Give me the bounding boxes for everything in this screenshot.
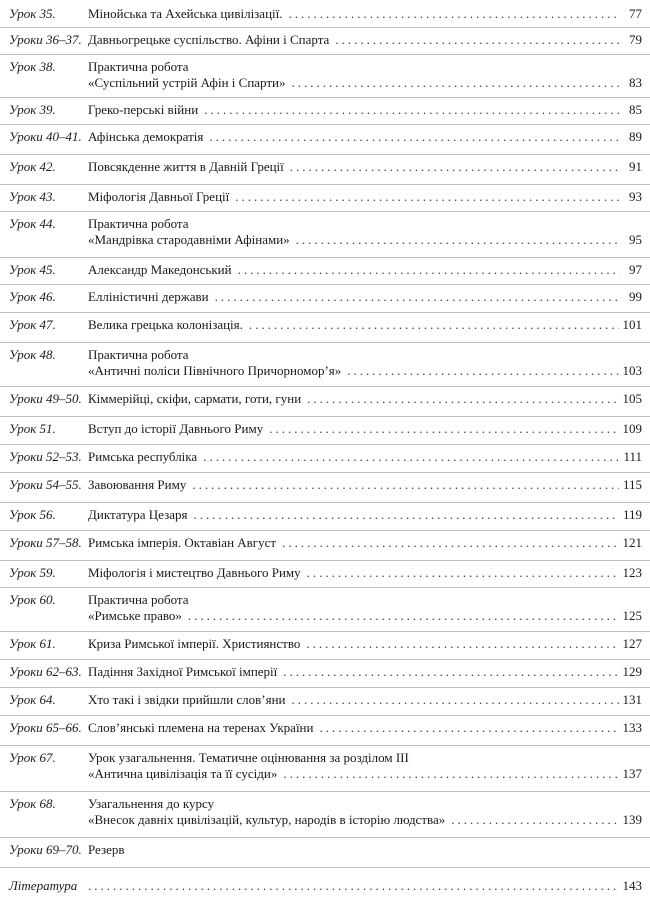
toc-entry[interactable] xyxy=(0,387,650,417)
lesson-number: Уроки 49–50. xyxy=(9,391,82,406)
lesson-title: Практична робота xyxy=(88,216,189,231)
toc-entry[interactable] xyxy=(0,2,650,28)
page-number: 101 xyxy=(622,317,642,332)
page-number: 77 xyxy=(629,6,642,21)
dot-leader xyxy=(269,421,618,437)
toc-entry[interactable] xyxy=(0,313,650,343)
page-number: 139 xyxy=(622,812,642,827)
toc-entry[interactable] xyxy=(0,417,650,445)
page-number: 119 xyxy=(622,507,642,522)
dot-leader xyxy=(238,262,620,278)
dot-leader xyxy=(249,317,619,333)
lesson-number: Уроки 40–41. xyxy=(9,129,82,144)
toc-entry[interactable] xyxy=(0,503,650,531)
dot-leader xyxy=(192,477,619,493)
page-number: 137 xyxy=(622,766,642,781)
lesson-title: Урок узагальнення. Тематичне оцінювання за розділом ІІІ xyxy=(88,750,409,765)
page-number: 109 xyxy=(622,421,642,436)
lesson-title: Слов’янські племена на теренах України xyxy=(88,720,314,735)
lesson-number: Урок 39. xyxy=(9,102,56,117)
toc-entry[interactable] xyxy=(0,838,650,868)
dot-leader xyxy=(235,189,620,205)
page-number: 97 xyxy=(629,262,642,277)
toc-entry[interactable] xyxy=(0,185,650,212)
dot-leader xyxy=(306,636,618,652)
lesson-title: Міфологія Давньої Греції xyxy=(88,189,230,204)
lesson-title: Давньогрецьке суспільство. Афіни і Спарта xyxy=(88,32,330,47)
page-number: 115 xyxy=(622,477,642,492)
dot-leader xyxy=(88,878,619,894)
page-number: 125 xyxy=(622,608,642,623)
toc-entry[interactable] xyxy=(0,258,650,285)
lesson-title: Падіння Західної Римської імперії xyxy=(88,664,278,679)
dot-leader xyxy=(215,289,620,305)
page-number: 83 xyxy=(629,75,642,90)
toc-entry[interactable] xyxy=(0,285,650,313)
dot-leader xyxy=(203,449,619,465)
lesson-number: Урок 61. xyxy=(9,636,56,651)
dot-leader xyxy=(296,232,620,248)
lesson-title: «Внесок давніх цивілізацій, культур, народів в історію людства» xyxy=(88,812,446,827)
lesson-number: Урок 56. xyxy=(9,507,56,522)
lesson-number: Урок 60. xyxy=(9,592,56,607)
lesson-title: Греко-перські війни xyxy=(88,102,199,117)
page-number: 105 xyxy=(622,391,642,406)
toc-entry[interactable] xyxy=(0,632,650,660)
lesson-number: Уроки 69–70. xyxy=(9,842,82,857)
dot-leader xyxy=(292,75,620,91)
lesson-title: «Римське право» xyxy=(88,608,182,623)
toc-entry[interactable] xyxy=(0,473,650,503)
lesson-number: Урок 47. xyxy=(9,317,56,332)
lesson-title: Міфологія і мистецтво Давнього Риму xyxy=(88,565,301,580)
lesson-title: «Мандрівка стародавніми Афінами» xyxy=(88,232,290,247)
lesson-number: Уроки 65–66. xyxy=(9,720,82,735)
lesson-number: Уроки 57–58. xyxy=(9,535,82,550)
lesson-number: Урок 68. xyxy=(9,796,56,811)
lesson-title: Практична робота xyxy=(88,592,189,607)
page-number: 133 xyxy=(622,720,642,735)
lesson-title: Кіммерійці, скіфи, сармати, готи, гуни xyxy=(88,391,302,406)
page-number: 95 xyxy=(629,232,642,247)
lesson-number: Уроки 52–53. xyxy=(9,449,82,464)
toc-entry[interactable] xyxy=(0,588,650,632)
page-number: 91 xyxy=(629,159,642,174)
lesson-title: Велика грецька колонізація. xyxy=(88,317,243,332)
lesson-number: Урок 59. xyxy=(9,565,56,580)
page-number: 143 xyxy=(622,878,642,893)
toc-entry[interactable] xyxy=(0,445,650,473)
toc-entry-literature[interactable] xyxy=(0,874,650,898)
lesson-title: «Суспільний устрій Афін і Спарти» xyxy=(88,75,286,90)
page-number: 93 xyxy=(629,189,642,204)
page-number: 103 xyxy=(622,363,642,378)
lesson-number: Урок 51. xyxy=(9,421,56,436)
lesson-number: Урок 42. xyxy=(9,159,56,174)
page-number: 127 xyxy=(622,636,642,651)
lesson-number: Урок 45. xyxy=(9,262,56,277)
dot-leader xyxy=(451,812,618,828)
toc-entry[interactable] xyxy=(0,155,650,185)
page-number: 129 xyxy=(622,664,642,679)
dot-leader xyxy=(188,608,619,624)
literature-label: Література xyxy=(9,878,78,893)
lesson-title: Александр Македонський xyxy=(88,262,232,277)
page-number: 123 xyxy=(622,565,642,580)
page-number: 131 xyxy=(622,692,642,707)
lesson-number: Урок 48. xyxy=(9,347,56,362)
lesson-number: Урок 46. xyxy=(9,289,56,304)
lesson-title: Резерв xyxy=(88,842,125,857)
page-number: 121 xyxy=(622,535,642,550)
lesson-title: «Античні поліси Північного Причорномор’я» xyxy=(88,363,342,378)
toc-entry[interactable] xyxy=(0,28,650,55)
toc-entry[interactable] xyxy=(0,660,650,688)
dot-leader xyxy=(193,507,618,523)
toc-entry[interactable] xyxy=(0,98,650,125)
lesson-number: Урок 67. xyxy=(9,750,56,765)
dot-leader xyxy=(307,391,618,407)
lesson-title: Повсякденне життя в Давній Греції xyxy=(88,159,284,174)
dot-leader xyxy=(335,32,620,48)
lesson-number: Урок 35. xyxy=(9,6,56,21)
dot-leader xyxy=(282,535,618,551)
lesson-title: Практична робота xyxy=(88,59,189,74)
lesson-number: Урок 43. xyxy=(9,189,56,204)
lesson-number: Уроки 62–63. xyxy=(9,664,82,679)
lesson-title: Мінойська та Ахейська цивілізації. xyxy=(88,6,283,21)
lesson-title: Афінська демократія xyxy=(88,129,204,144)
dot-leader xyxy=(319,720,618,736)
lesson-title: Завоювання Риму xyxy=(88,477,187,492)
lesson-title: Криза Римської імперії. Християнство xyxy=(88,636,301,651)
lesson-title: Елліністичні держави xyxy=(88,289,209,304)
lesson-number: Урок 44. xyxy=(9,216,56,231)
lesson-title: Практична робота xyxy=(88,347,189,362)
toc-entry[interactable] xyxy=(0,746,650,792)
dot-leader xyxy=(283,664,618,680)
lesson-number: Уроки 54–55. xyxy=(9,477,82,492)
page-number: 99 xyxy=(629,289,642,304)
lesson-number: Урок 38. xyxy=(9,59,56,74)
dot-leader xyxy=(290,159,620,175)
page-number: 79 xyxy=(629,32,642,47)
dot-leader xyxy=(289,6,620,22)
page-number: 111 xyxy=(623,449,642,464)
lesson-title: «Антична цивілізація та її сусіди» xyxy=(88,766,278,781)
toc-entry[interactable] xyxy=(0,55,650,98)
page-number: 85 xyxy=(629,102,642,117)
dot-leader xyxy=(347,363,618,379)
toc-entry[interactable] xyxy=(0,531,650,561)
lesson-title: Хто такі і звідки прийшли слов’яни xyxy=(88,692,286,707)
toc-entry[interactable] xyxy=(0,792,650,838)
toc-entry[interactable] xyxy=(0,343,650,387)
dot-leader xyxy=(204,102,620,118)
lesson-title: Узагальнення до курсу xyxy=(88,796,215,811)
dot-leader xyxy=(209,129,620,145)
lesson-title: Римська імперія. Октавіан Август xyxy=(88,535,277,550)
dot-leader xyxy=(283,766,618,782)
toc-entry[interactable] xyxy=(0,716,650,746)
toc-entry[interactable] xyxy=(0,125,650,155)
lesson-title: Римська республіка xyxy=(88,449,198,464)
dot-leader xyxy=(292,692,619,708)
lesson-number: Урок 64. xyxy=(9,692,56,707)
page-number: 89 xyxy=(629,129,642,144)
lesson-title: Вступ до історії Давнього Риму xyxy=(88,421,264,436)
lesson-title: Диктатура Цезаря xyxy=(88,507,188,522)
toc-entry[interactable] xyxy=(0,212,650,258)
dot-leader xyxy=(307,565,619,581)
toc-entry[interactable] xyxy=(0,688,650,716)
toc-entry[interactable] xyxy=(0,561,650,588)
lesson-number: Уроки 36–37. xyxy=(9,32,82,47)
